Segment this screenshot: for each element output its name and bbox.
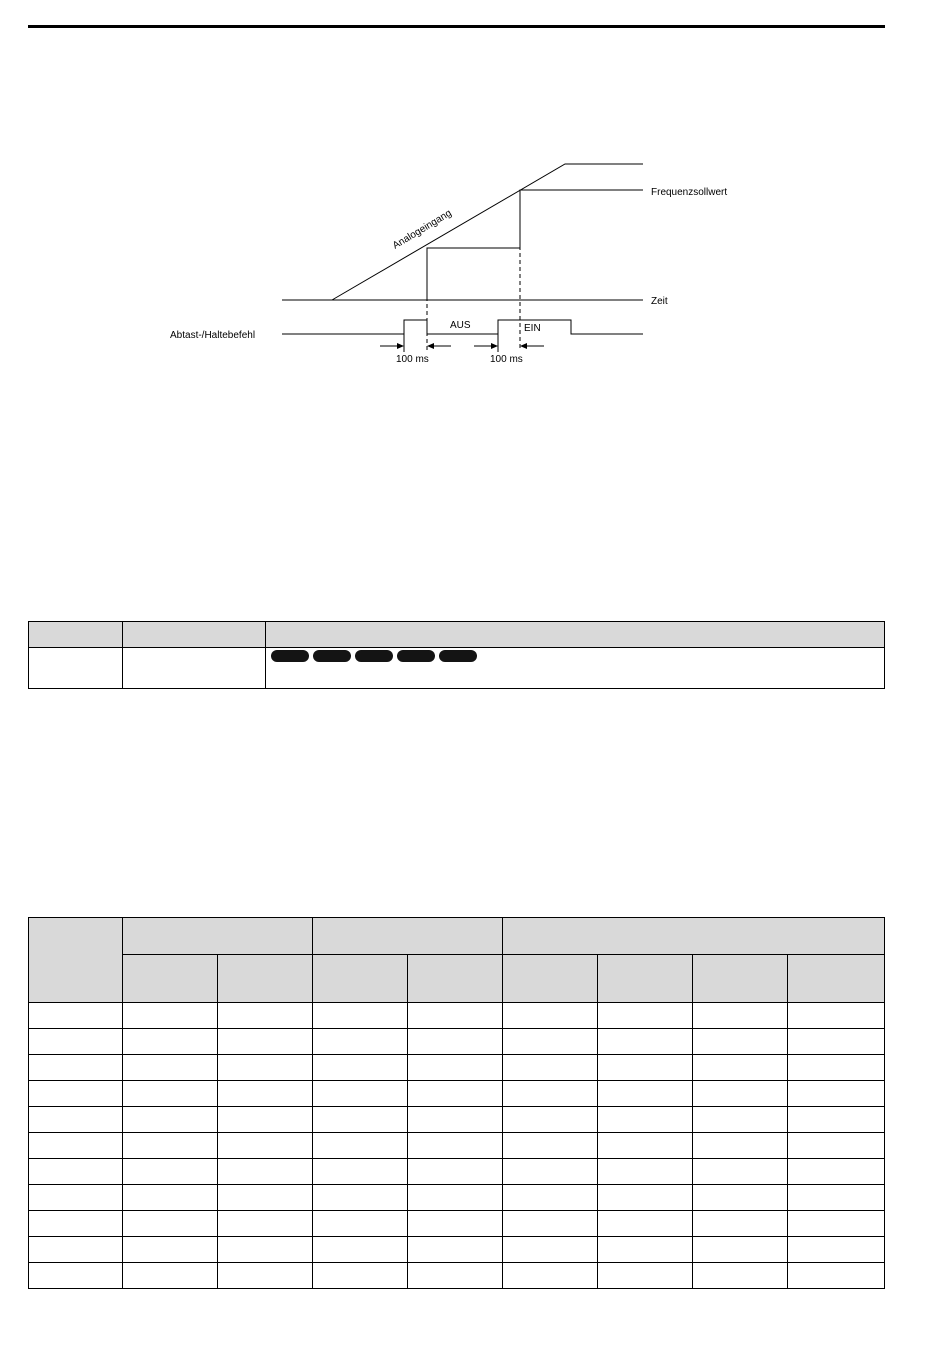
- parameter-table-header: [29, 622, 885, 648]
- frequency-reference-line: [427, 190, 643, 300]
- arrow-1a: [397, 343, 404, 349]
- sample-hold-timing-diagram: [0, 0, 950, 420]
- table-row: [29, 1159, 885, 1185]
- parameter-table: [28, 621, 885, 689]
- on-label: EIN: [524, 323, 541, 334]
- table-row: [29, 1133, 885, 1159]
- data-table-header-row-1: [29, 918, 885, 955]
- control-mode-badge: [355, 650, 393, 662]
- arrow-2a: [491, 343, 498, 349]
- control-mode-badge: [271, 650, 309, 662]
- control-mode-badge: [439, 650, 477, 662]
- table-row: [29, 1107, 885, 1133]
- data-table: [28, 917, 885, 1289]
- control-mode-badge: [313, 650, 351, 662]
- table-row: [29, 1211, 885, 1237]
- control-mode-badge: [397, 650, 435, 662]
- frequency-reference-label: Frequenzsollwert: [651, 187, 728, 198]
- duration-label-1: 100 ms: [396, 354, 429, 365]
- parameter-table-row: [29, 648, 885, 689]
- table-row: [29, 1003, 885, 1029]
- table-row: [29, 1055, 885, 1081]
- analog-input-ramp: [332, 164, 643, 300]
- table-row: [29, 1081, 885, 1107]
- data-table-header-row-2: [29, 955, 885, 1003]
- time-label: Zeit: [651, 296, 668, 307]
- arrow-1b: [427, 343, 434, 349]
- table-row: [29, 1029, 885, 1055]
- table-row: [29, 1185, 885, 1211]
- sample-hold-label: Abtast-/Haltebefehl: [170, 330, 256, 341]
- duration-label-2: 100 ms: [490, 354, 523, 365]
- analog-input-label: Analogeingang: [390, 207, 454, 252]
- table-row: [29, 1237, 885, 1263]
- arrow-2b: [520, 343, 527, 349]
- off-label: AUS: [450, 320, 471, 331]
- table-row: [29, 1263, 885, 1289]
- control-mode-badges: [266, 648, 884, 662]
